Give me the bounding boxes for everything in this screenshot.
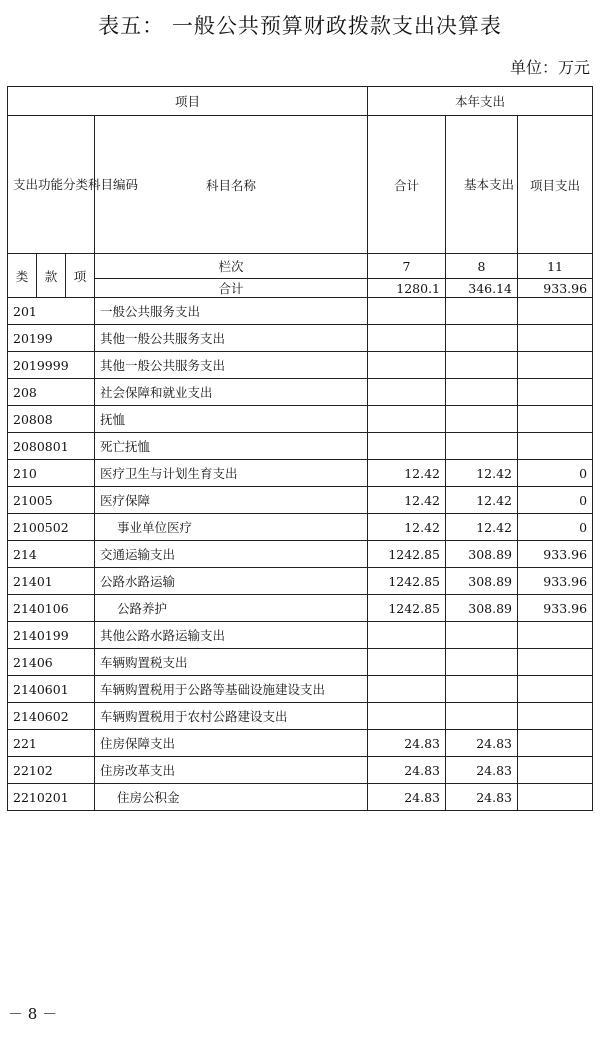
row-no-total: 7 <box>368 254 446 279</box>
row-code: 21406 <box>8 649 95 676</box>
page-title: 表五： 一般公共预算财政拨款支出决算表 <box>98 14 502 38</box>
sum-row <box>8 279 593 298</box>
table-row <box>8 352 593 379</box>
row-code: 2140601 <box>8 676 95 703</box>
table-row <box>8 676 593 703</box>
header-lei: 类 <box>8 254 37 298</box>
header-kuan: 款 <box>37 254 66 298</box>
row-project <box>518 406 593 433</box>
row-basic <box>446 406 518 433</box>
header-row-1 <box>8 87 593 116</box>
row-total <box>368 703 446 730</box>
table-row <box>8 514 593 541</box>
row-total <box>368 352 446 379</box>
row-name: 医疗卫生与计划生育支出 <box>95 460 368 487</box>
row-total <box>368 649 446 676</box>
row-code: 21401 <box>8 568 95 595</box>
row-total: 24.83 <box>368 730 446 757</box>
row-project <box>518 622 593 649</box>
table-row <box>8 406 593 433</box>
row-code: 20199 <box>8 325 95 352</box>
row-name: 其他一般公共服务支出 <box>95 325 368 352</box>
row-basic: 12.42 <box>446 460 518 487</box>
row-basic <box>446 622 518 649</box>
row-name: 其他公路水路运输支出 <box>95 622 368 649</box>
row-no-project: 11 <box>518 254 593 279</box>
header-code: 支出功能分类科目编码 <box>8 116 95 254</box>
table-row <box>8 379 593 406</box>
row-project: 0 <box>518 514 593 541</box>
row-name: 医疗保障 <box>95 487 368 514</box>
row-code: 201 <box>8 298 95 325</box>
row-project <box>518 325 593 352</box>
row-name: 交通运输支出 <box>95 541 368 568</box>
row-name: 车辆购置税用于农村公路建设支出 <box>95 703 368 730</box>
header-basic: 基本支出 <box>446 116 518 254</box>
row-name: 死亡抚恤 <box>95 433 368 460</box>
row-code: 2210201 <box>8 784 95 811</box>
row-project: 933.96 <box>518 541 593 568</box>
row-total <box>368 325 446 352</box>
header-total: 合计 <box>368 116 446 254</box>
row-total: 12.42 <box>368 514 446 541</box>
table-row <box>8 595 593 622</box>
row-project <box>518 730 593 757</box>
table-row <box>8 433 593 460</box>
row-code: 2100502 <box>8 514 95 541</box>
row-basic: 12.42 <box>446 487 518 514</box>
row-name: 住房改革支出 <box>95 757 368 784</box>
row-project: 933.96 <box>518 568 593 595</box>
row-code: 22102 <box>8 757 95 784</box>
row-project <box>518 757 593 784</box>
header-xiang: 项 <box>66 254 95 298</box>
row-total: 24.83 <box>368 757 446 784</box>
row-total <box>368 676 446 703</box>
row-total <box>368 298 446 325</box>
table-row <box>8 730 593 757</box>
row-total <box>368 433 446 460</box>
row-no-basic: 8 <box>446 254 518 279</box>
page-number: － 8 － <box>8 1005 58 1023</box>
header-row-2 <box>8 116 593 254</box>
row-basic <box>446 298 518 325</box>
row-total: 1242.85 <box>368 541 446 568</box>
row-total <box>368 379 446 406</box>
row-code: 214 <box>8 541 95 568</box>
sum-total: 1280.1 <box>368 279 446 298</box>
row-project <box>518 784 593 811</box>
row-no-label: 栏次 <box>95 254 368 279</box>
row-name: 事业单位医疗 <box>95 514 368 541</box>
row-project: 0 <box>518 460 593 487</box>
row-basic <box>446 433 518 460</box>
table-row <box>8 649 593 676</box>
row-total <box>368 622 446 649</box>
row-total: 1242.85 <box>368 595 446 622</box>
row-code: 2080801 <box>8 433 95 460</box>
row-code: 208 <box>8 379 95 406</box>
header-name: 科目名称 <box>95 116 368 254</box>
row-name: 车辆购置税用于公路等基础设施建设支出 <box>95 676 368 703</box>
row-total: 12.42 <box>368 460 446 487</box>
row-project <box>518 298 593 325</box>
row-project: 0 <box>518 487 593 514</box>
row-basic <box>446 352 518 379</box>
row-project: 933.96 <box>518 595 593 622</box>
table-row <box>8 703 593 730</box>
row-total: 24.83 <box>368 784 446 811</box>
table-row <box>8 487 593 514</box>
row-basic <box>446 676 518 703</box>
row-name: 一般公共服务支出 <box>95 298 368 325</box>
budget-table <box>7 86 593 811</box>
row-code: 21005 <box>8 487 95 514</box>
row-code: 2140106 <box>8 595 95 622</box>
row-name: 社会保障和就业支出 <box>95 379 368 406</box>
row-basic <box>446 325 518 352</box>
row-basic: 24.83 <box>446 784 518 811</box>
row-project <box>518 676 593 703</box>
table-row <box>8 460 593 487</box>
row-name: 住房公积金 <box>95 784 368 811</box>
row-basic <box>446 379 518 406</box>
row-name: 抚恤 <box>95 406 368 433</box>
row-project <box>518 352 593 379</box>
header-row-3 <box>8 254 593 279</box>
row-basic: 12.42 <box>446 514 518 541</box>
row-code: 20808 <box>8 406 95 433</box>
row-basic <box>446 703 518 730</box>
row-name: 车辆购置税支出 <box>95 649 368 676</box>
row-code: 2019999 <box>8 352 95 379</box>
table-row <box>8 325 593 352</box>
table-row <box>8 298 593 325</box>
row-project <box>518 649 593 676</box>
row-project <box>518 433 593 460</box>
table-row <box>8 541 593 568</box>
row-name: 其他一般公共服务支出 <box>95 352 368 379</box>
header-annual-expense: 本年支出 <box>368 87 593 116</box>
row-basic: 308.89 <box>446 568 518 595</box>
row-basic: 24.83 <box>446 730 518 757</box>
unit-label: 单位：万元 <box>509 58 590 77</box>
table-row <box>8 784 593 811</box>
table-row <box>8 568 593 595</box>
row-basic: 24.83 <box>446 757 518 784</box>
table-row <box>8 622 593 649</box>
row-code: 210 <box>8 460 95 487</box>
row-total: 12.42 <box>368 487 446 514</box>
row-total <box>368 406 446 433</box>
row-basic: 308.89 <box>446 595 518 622</box>
row-project <box>518 703 593 730</box>
row-name: 公路养护 <box>95 595 368 622</box>
header-project-expense: 项目支出 <box>518 116 593 254</box>
row-code: 2140602 <box>8 703 95 730</box>
row-total: 1242.85 <box>368 568 446 595</box>
sum-project: 933.96 <box>518 279 593 298</box>
row-name: 公路水路运输 <box>95 568 368 595</box>
row-name: 住房保障支出 <box>95 730 368 757</box>
row-code: 221 <box>8 730 95 757</box>
table-row <box>8 757 593 784</box>
row-project <box>518 379 593 406</box>
row-basic <box>446 649 518 676</box>
row-code: 2140199 <box>8 622 95 649</box>
header-project: 项目 <box>8 87 368 116</box>
sum-label: 合计 <box>95 279 368 298</box>
sum-basic: 346.14 <box>446 279 518 298</box>
row-basic: 308.89 <box>446 541 518 568</box>
